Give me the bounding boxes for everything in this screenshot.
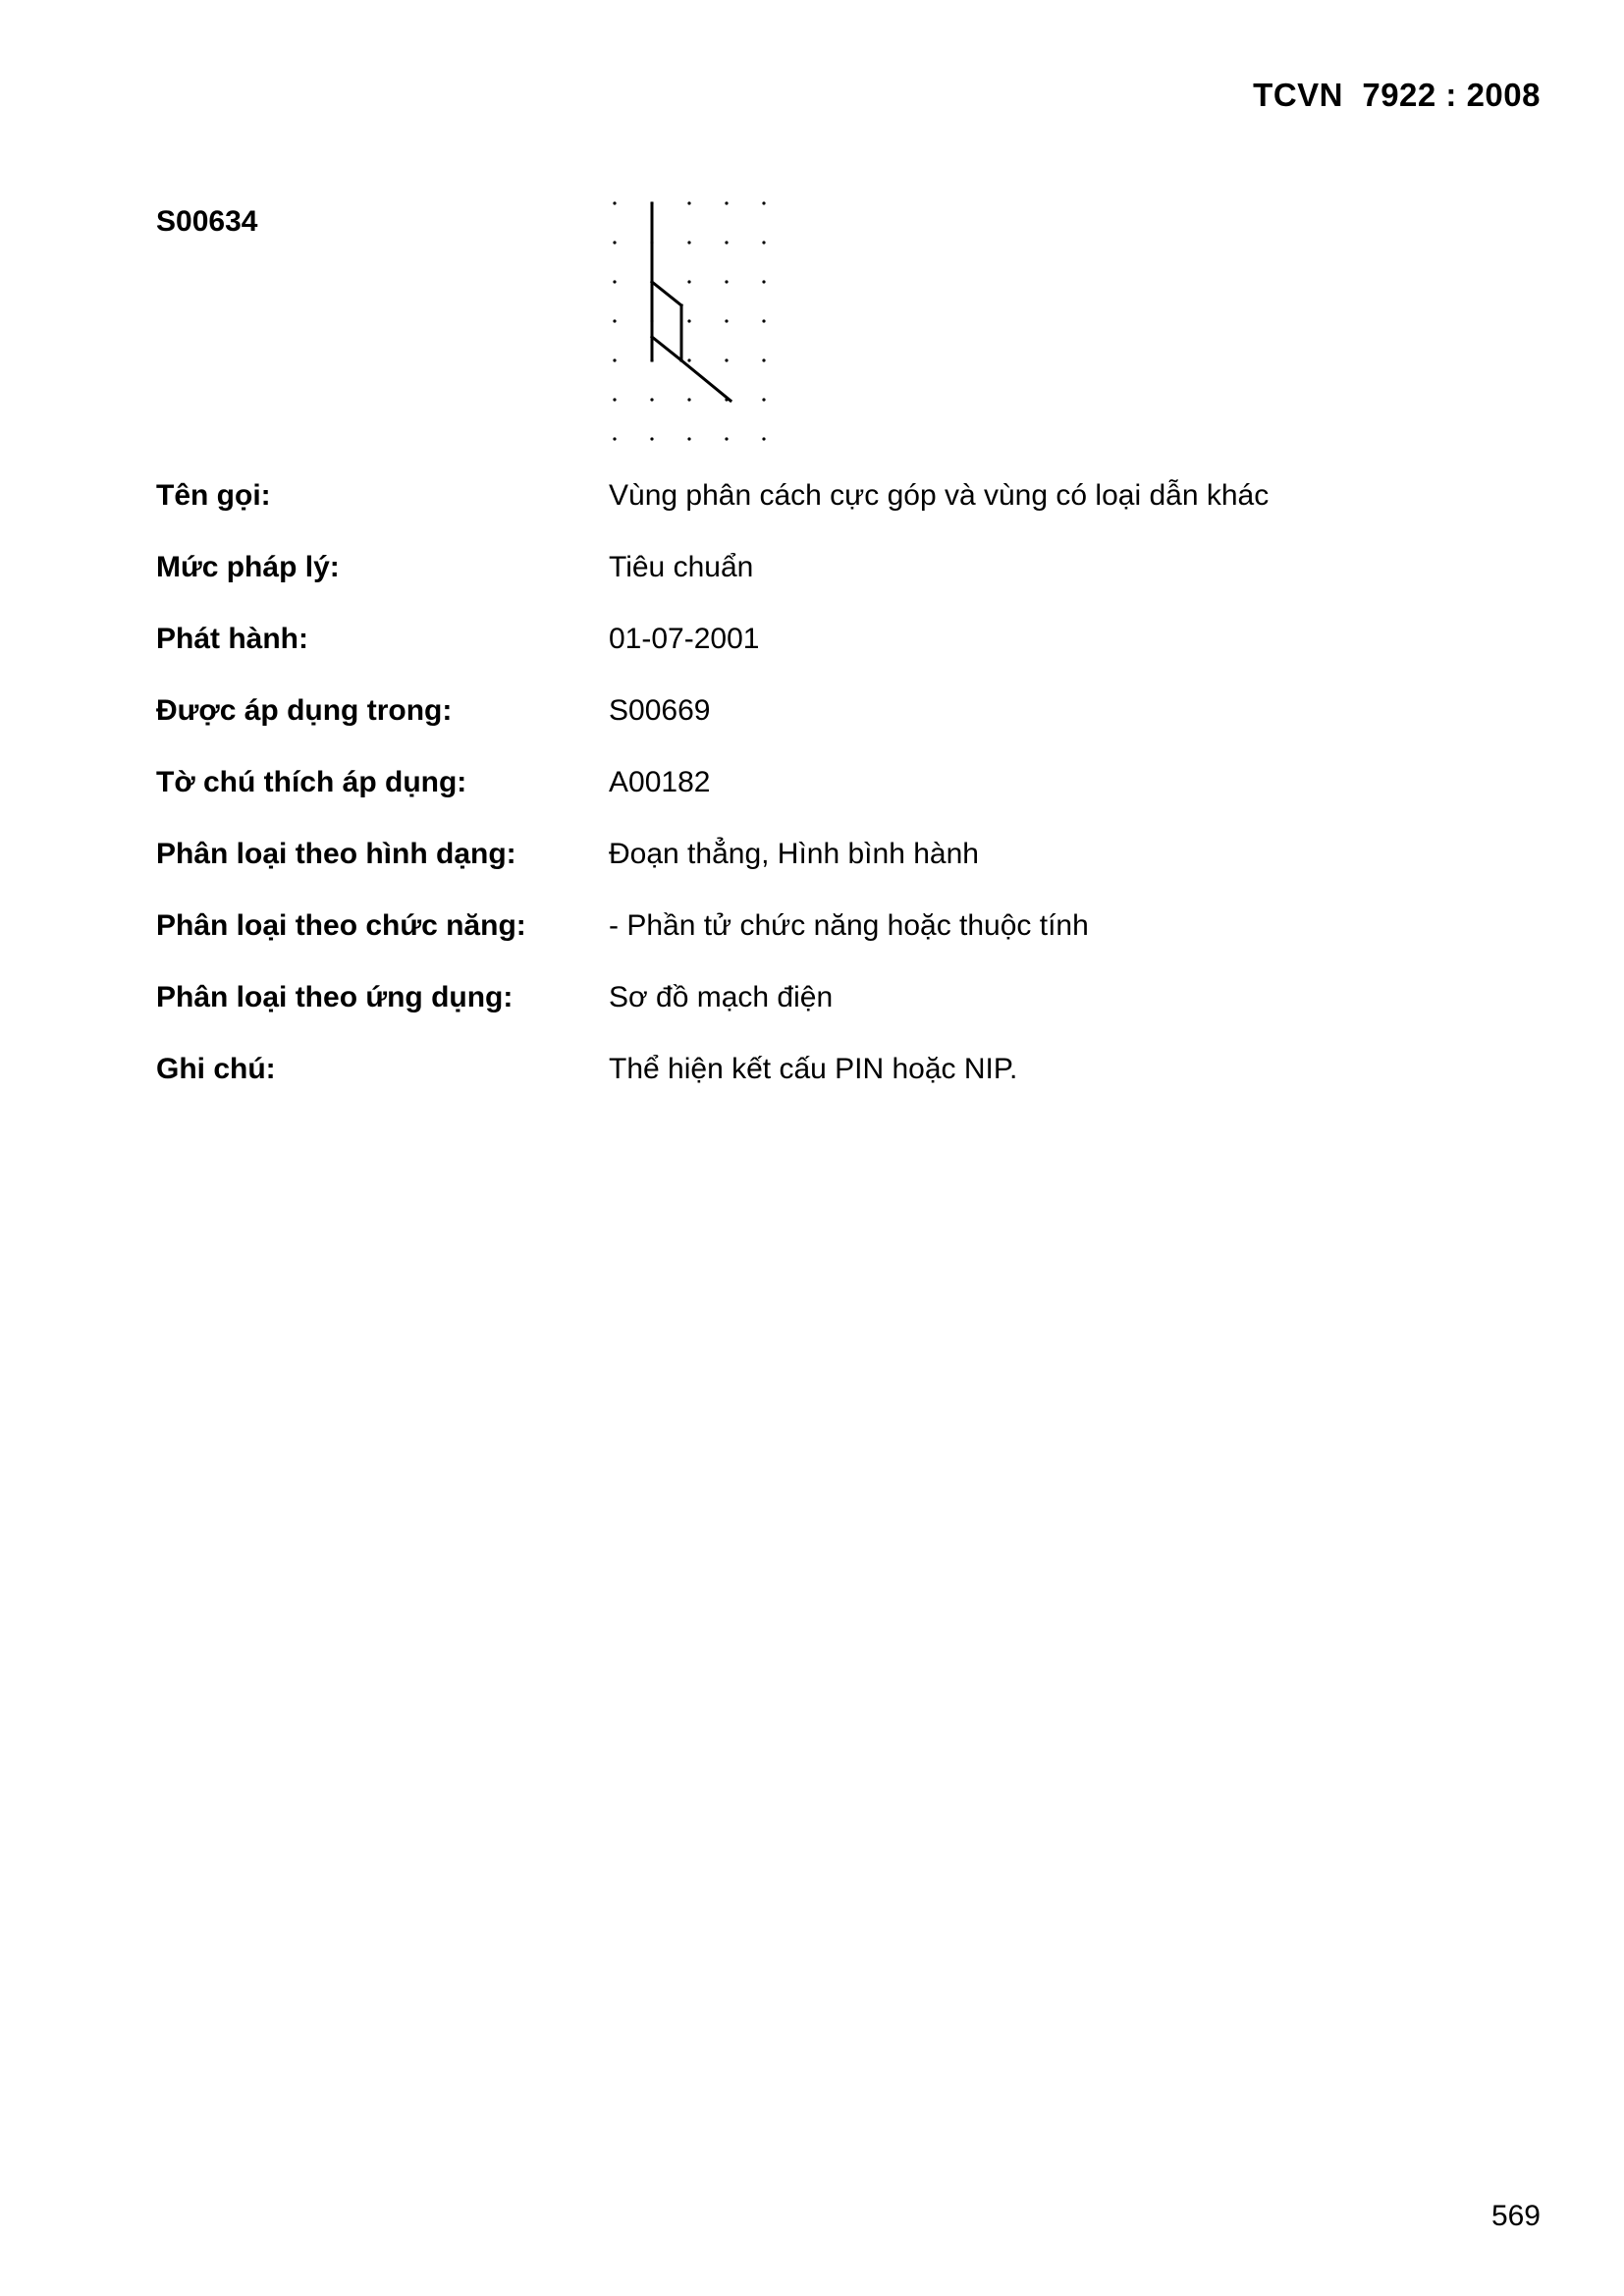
grid-dot bbox=[762, 201, 765, 204]
property-label-release: Phát hành: bbox=[156, 623, 308, 655]
grid-dot bbox=[725, 319, 728, 322]
grid-dot bbox=[687, 241, 690, 244]
grid-dot bbox=[687, 358, 690, 361]
parallelogram-bottom-edge bbox=[652, 337, 681, 360]
grid-dot bbox=[725, 241, 728, 244]
property-row bbox=[156, 694, 1531, 766]
grid-dot bbox=[687, 398, 690, 401]
property-label-note: Ghi chú: bbox=[156, 1053, 276, 1085]
property-row bbox=[156, 623, 1531, 694]
grid-dot bbox=[613, 241, 616, 244]
property-value-release: 01-07-2001 bbox=[609, 623, 760, 655]
property-value-name: Vùng phân cách cực góp và vùng có loại dẫn khác bbox=[609, 479, 1270, 512]
symbol-figure bbox=[599, 191, 795, 457]
grid-dot bbox=[762, 437, 765, 440]
property-label-function-class: Phân loại theo chức năng: bbox=[156, 909, 526, 942]
grid-dot bbox=[725, 201, 728, 204]
grid-dot bbox=[725, 358, 728, 361]
junction-separation-symbol-icon bbox=[599, 191, 795, 457]
grid-dot bbox=[650, 398, 653, 401]
grid-dot bbox=[687, 201, 690, 204]
grid-dot bbox=[613, 280, 616, 283]
grid-dot bbox=[613, 201, 616, 204]
property-value-function-class: - Phần tử chức năng hoặc thuộc tính bbox=[609, 909, 1089, 942]
grid-dot bbox=[762, 319, 765, 322]
grid-dot bbox=[762, 398, 765, 401]
grid-dot bbox=[762, 358, 765, 361]
grid-dot bbox=[613, 398, 616, 401]
property-row bbox=[156, 1053, 1531, 1124]
grid-dot bbox=[687, 319, 690, 322]
property-row bbox=[156, 766, 1531, 838]
grid-dot bbox=[687, 280, 690, 283]
grid-dot bbox=[725, 437, 728, 440]
grid-dot bbox=[687, 437, 690, 440]
property-row bbox=[156, 909, 1531, 981]
symbol-lines bbox=[652, 203, 731, 401]
property-label-legal-level: Mức pháp lý: bbox=[156, 551, 340, 583]
property-row bbox=[156, 838, 1531, 909]
property-label-shape-class: Phân loại theo hình dạng: bbox=[156, 838, 516, 870]
grid-dot bbox=[613, 319, 616, 322]
property-label-name: Tên gọi: bbox=[156, 479, 271, 512]
property-row bbox=[156, 479, 1531, 551]
page-header-standard: TCVN 7922 : 2008 bbox=[1253, 77, 1541, 113]
grid-dot bbox=[613, 358, 616, 361]
property-value-applied-in: S00669 bbox=[609, 694, 711, 727]
property-label-annotation-sheet: Tờ chú thích áp dụng: bbox=[156, 766, 467, 798]
property-value-annotation-sheet: A00182 bbox=[609, 766, 711, 798]
grid-dot bbox=[725, 280, 728, 283]
grid-dot bbox=[613, 437, 616, 440]
page-number: 569 bbox=[1490, 2200, 1541, 2232]
property-label-applied-in: Được áp dụng trong: bbox=[156, 694, 453, 727]
properties-table bbox=[156, 479, 1531, 1124]
diagonal-tail bbox=[681, 360, 731, 401]
grid-dot bbox=[762, 241, 765, 244]
property-row bbox=[156, 551, 1531, 623]
property-value-legal-level: Tiêu chuẩn bbox=[609, 551, 754, 583]
property-label-application-class: Phân loại theo ứng dụng: bbox=[156, 981, 514, 1013]
property-value-application-class: Sơ đồ mạch điện bbox=[609, 981, 834, 1013]
grid-dots bbox=[613, 201, 765, 440]
property-value-note: Thể hiện kết cấu PIN hoặc NIP. bbox=[609, 1053, 1018, 1085]
symbol-code: S00634 bbox=[156, 205, 258, 238]
property-value-shape-class: Đoạn thẳng, Hình bình hành bbox=[609, 838, 979, 870]
grid-dot bbox=[650, 437, 653, 440]
property-row bbox=[156, 981, 1531, 1053]
grid-dot bbox=[762, 280, 765, 283]
parallelogram-top-edge bbox=[652, 282, 681, 305]
